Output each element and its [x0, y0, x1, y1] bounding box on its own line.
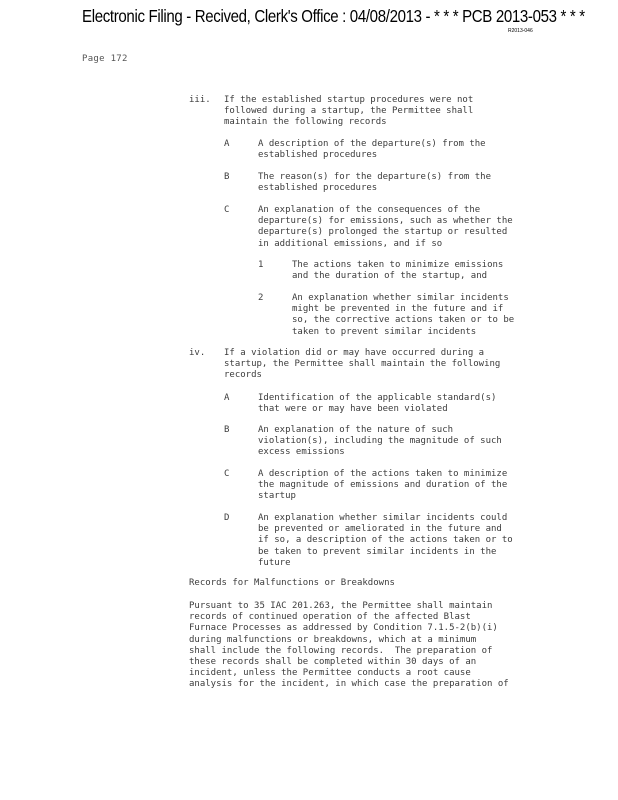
text-line: if so, a description of the actions taken or to — [258, 535, 513, 546]
item-marker: A — [224, 139, 230, 149]
item-marker: B — [224, 172, 230, 182]
text-line: departure(s) prolonged the startup or resulted — [258, 227, 508, 238]
records-paragraph — [189, 601, 509, 691]
item-marker: C — [224, 469, 230, 479]
text-line: in additional emissions, and if so — [258, 238, 443, 249]
item-text — [258, 205, 513, 250]
text-line: that were or may have been violated — [258, 404, 448, 415]
item-marker: iv. — [189, 348, 206, 358]
text-line: The reason(s) for the departure(s) from the — [258, 172, 491, 182]
text-line: An explanation whether similar incidents — [292, 293, 509, 303]
text-line: be prevented or ameliorated in the future and — [258, 524, 502, 535]
item-text — [224, 95, 473, 129]
text-line: these records shall be completed within 30 days of an — [189, 657, 477, 668]
text-line: incident, unless the Permittee conducts a root cause — [189, 668, 471, 679]
item-marker: B — [224, 425, 230, 435]
page-number: Page 172 — [82, 54, 128, 64]
text-line: excess emissions — [258, 447, 345, 458]
item-text — [224, 348, 500, 382]
item-text — [292, 293, 514, 338]
text-line: analysis for the incident, in which case the preparation of — [189, 679, 509, 690]
text-line: during malfunctions or breakdowns, which at a minimum — [189, 634, 477, 645]
text-line: A description of the actions taken to minimize — [258, 469, 508, 479]
item-marker: 2 — [258, 293, 264, 303]
text-line: future — [258, 557, 291, 568]
text-line: shall include the following records. The preparation of — [189, 645, 493, 656]
text-line: followed during a startup, the Permittee shall — [224, 106, 474, 117]
item-text — [258, 425, 502, 459]
text-line: Pursuant to 35 IAC 201.263, the Permittee shall maintain — [189, 601, 493, 611]
item-marker: 1 — [258, 260, 264, 270]
text-line: established procedures — [258, 183, 378, 194]
text-line: departure(s) for emissions, such as whether the — [258, 216, 513, 227]
text-line: Furnace Processes as addressed by Condition 7.1.5-2(b)(i) — [189, 623, 498, 634]
text-line: be taken to prevent similar incidents in the — [258, 546, 497, 557]
text-line: startup, the Permittee shall maintain the following — [224, 359, 501, 370]
text-line: An explanation of the consequences of the — [258, 205, 481, 215]
text-line: records — [224, 370, 262, 381]
text-line: taken to prevent similar incidents — [292, 326, 477, 337]
text-line: established procedures — [258, 150, 378, 161]
text-line: might be prevented in the future and if — [292, 304, 504, 315]
item-text — [258, 172, 491, 194]
text-line: An explanation whether similar incidents could — [258, 513, 508, 523]
item-marker: D — [224, 513, 230, 523]
text-line: The actions taken to minimize emissions — [292, 260, 504, 270]
text-line: An explanation of the nature of such — [258, 425, 454, 435]
item-text — [258, 393, 496, 415]
item-marker: iii. — [189, 95, 211, 105]
text-line: Identification of the applicable standard(s) — [258, 393, 497, 403]
item-text — [258, 139, 486, 161]
text-line: so, the corrective actions taken or to be — [292, 315, 515, 326]
section-heading — [189, 578, 395, 589]
heading-text: Records for Malfunctions or Breakdowns — [189, 578, 395, 588]
item-marker: A — [224, 393, 230, 403]
filing-stamp-code: R2013-046 — [508, 28, 533, 34]
item-text — [258, 513, 513, 569]
text-line: the magnitude of emissions and duration of the — [258, 480, 508, 491]
text-line: and the duration of the startup, and — [292, 271, 488, 282]
text-line: If the established startup procedures were not — [224, 95, 474, 105]
item-text — [258, 469, 507, 503]
text-line: records of continued operation of the affected Blast — [189, 612, 471, 623]
text-line: maintain the following records — [224, 117, 387, 128]
text-line: startup — [258, 491, 296, 502]
item-marker: C — [224, 205, 230, 215]
text-line: violation(s), including the magnitude of such — [258, 436, 502, 447]
text-line: If a violation did or may have occurred during a — [224, 348, 485, 358]
text-line: A description of the departure(s) from the — [258, 139, 486, 149]
filing-stamp: Electronic Filing - Recived, Clerk's Office : 04/08/2013 - * * * PCB 2013-053 * * * — [82, 6, 585, 26]
item-text — [292, 260, 503, 282]
